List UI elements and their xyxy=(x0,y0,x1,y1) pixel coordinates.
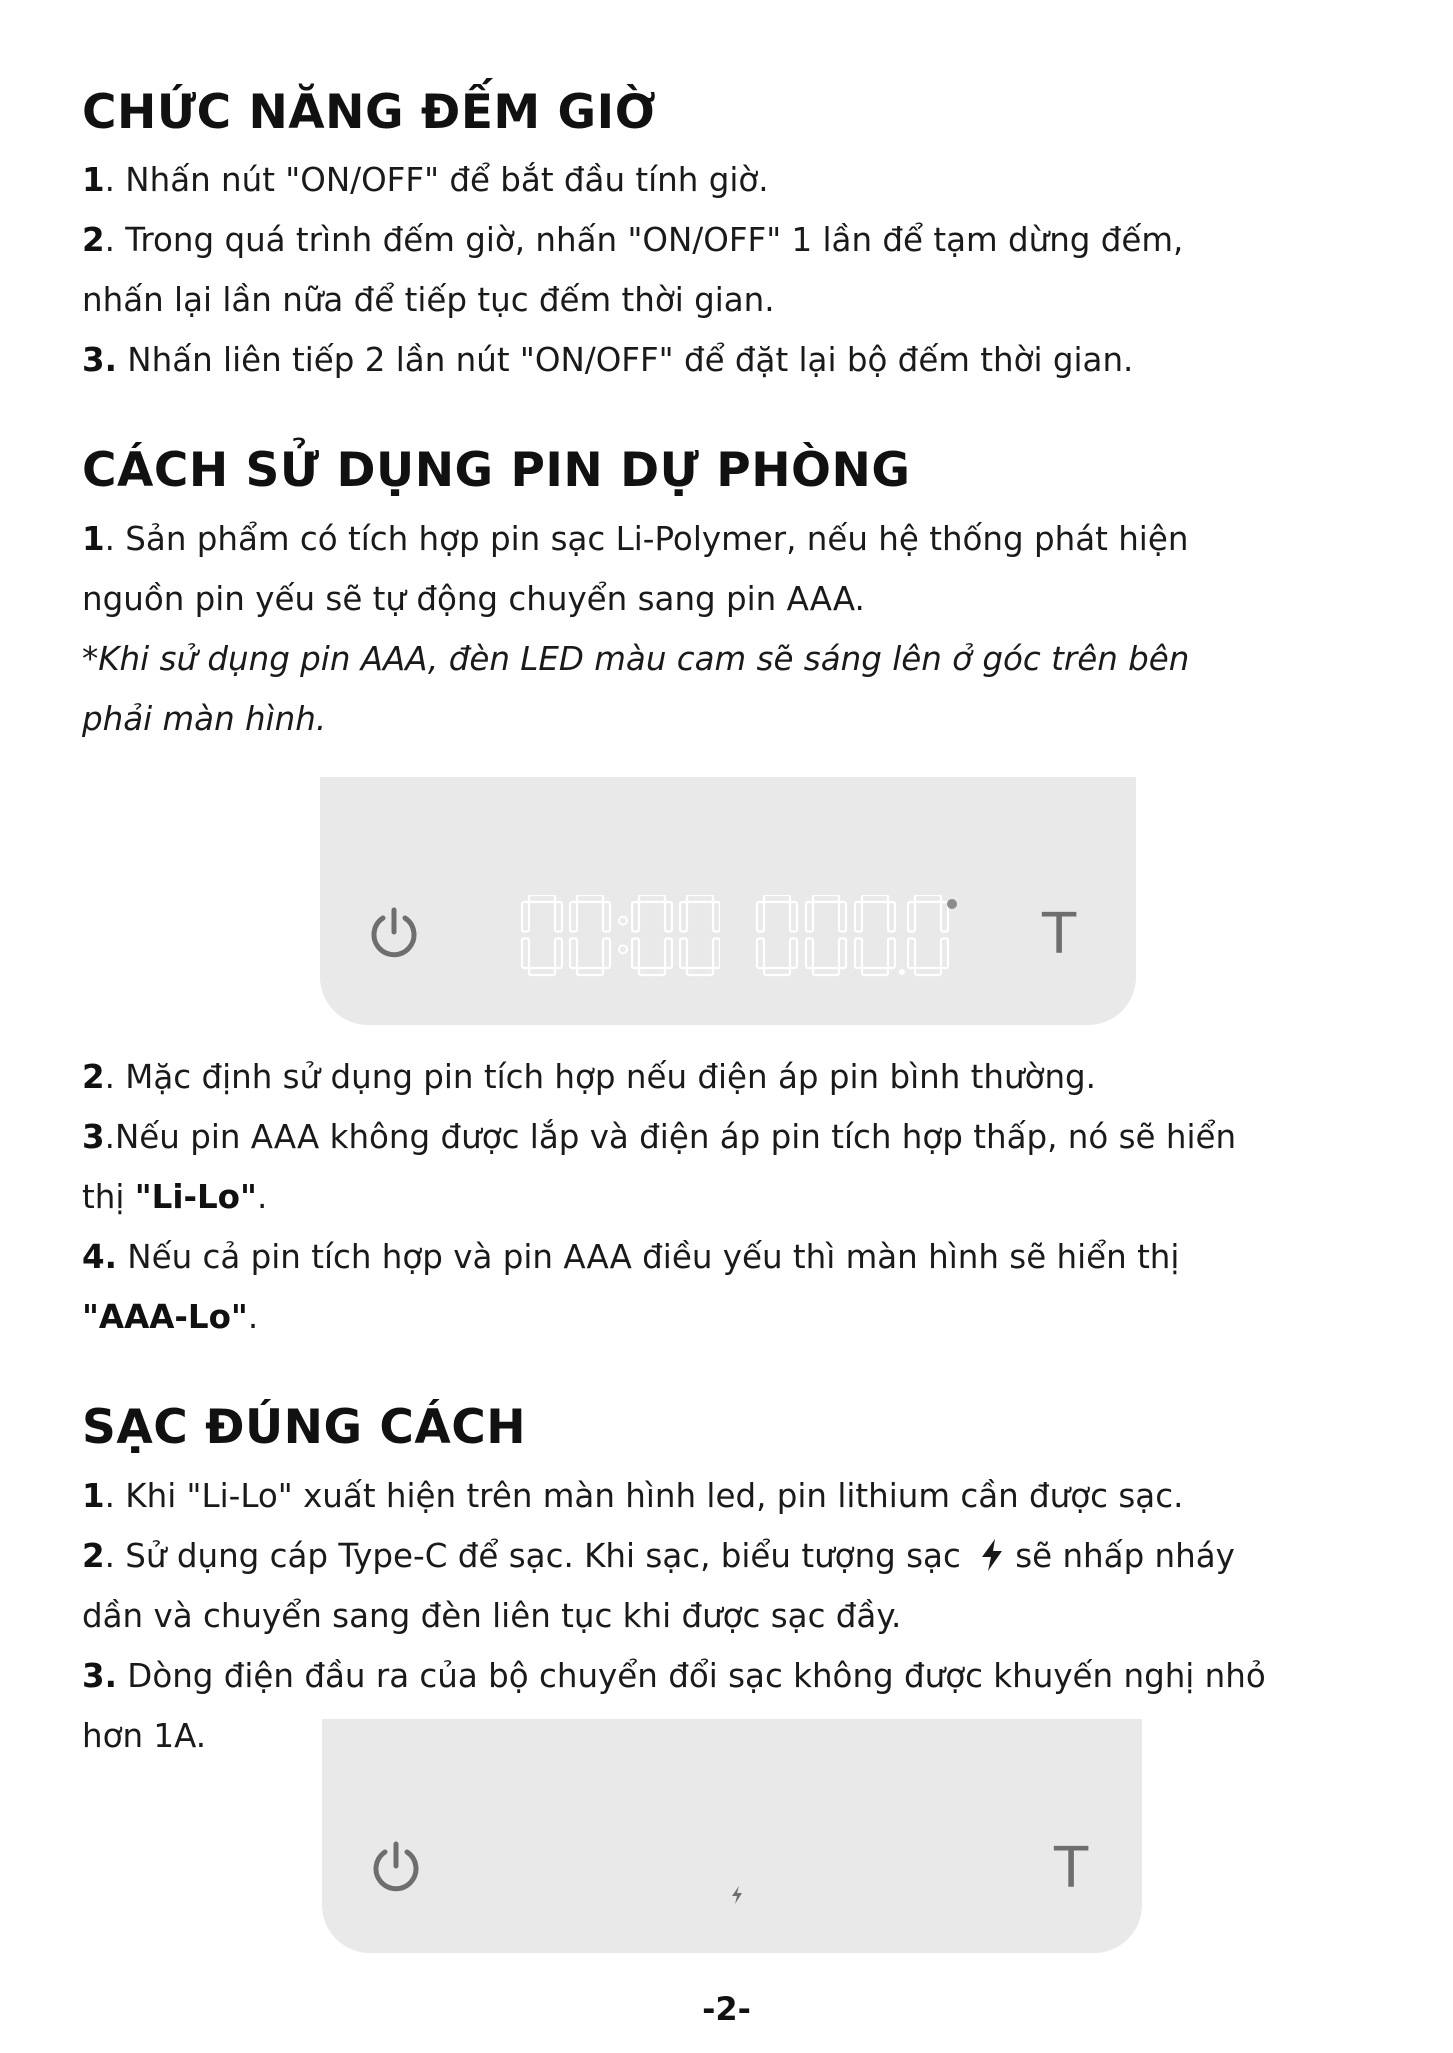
scale-display-panel xyxy=(320,777,1136,1025)
digit-0 xyxy=(757,895,797,975)
battery-step-4-cont: "AAA-Lo". xyxy=(82,1298,259,1336)
colon-dot xyxy=(619,917,627,925)
power-icon[interactable] xyxy=(366,904,422,960)
section-title-charging: SẠC ĐÚNG CÁCH xyxy=(82,1400,527,1455)
digit-0 xyxy=(522,895,562,975)
timer-step-3: 3. Nhấn liên tiếp 2 lần nút "ON/OFF" để đặt lại bộ đếm thời gian. xyxy=(82,341,1134,379)
charging-display-panel xyxy=(322,1719,1142,1953)
lightning-icon xyxy=(979,1538,1005,1572)
battery-step-3-cont: thị "Li-Lo". xyxy=(82,1178,268,1216)
digit-0 xyxy=(806,895,846,975)
digit-0 xyxy=(855,895,895,975)
lightning-icon xyxy=(730,1885,744,1905)
colon-dot xyxy=(619,945,627,953)
timer-step-1: 1. Nhấn nút "ON/OFF" để bắt đầu tính giờ. xyxy=(82,161,769,199)
battery-step-1-cont: nguồn pin yếu sẽ tự động chuyển sang pin AAA. xyxy=(82,580,865,618)
weight-display xyxy=(755,895,975,981)
digit-0 xyxy=(680,895,720,975)
battery-step-2: 2. Mặc định sử dụng pin tích hợp nếu điện áp pin bình thường. xyxy=(82,1058,1097,1096)
led-indicator xyxy=(947,899,957,909)
digit-0 xyxy=(908,895,948,975)
section-title-backup-battery: CÁCH SỬ DỤNG PIN DỰ PHÒNG xyxy=(82,443,911,498)
weight-digits-text xyxy=(320,777,321,778)
battery-note-1: *Khi sử dụng pin AAA, đèn LED màu cam sẽ sáng lên ở góc trên bên xyxy=(82,640,1190,678)
charging-step-2: 2. Sử dụng cáp Type-C để sạc. Khi sạc, biểu tượng sạc sẽ nhấp nháy xyxy=(82,1537,1235,1575)
charging-step-1: 1. Khi "Li-Lo" xuất hiện trên màn hình led, pin lithium cần được sạc. xyxy=(82,1477,1184,1515)
digit-0 xyxy=(632,895,672,975)
battery-note-2: phải màn hình. xyxy=(82,700,327,738)
section-title-timer: CHỨC NĂNG ĐẾM GIỜ xyxy=(82,85,657,140)
decimal-dot xyxy=(899,969,905,975)
power-icon[interactable] xyxy=(368,1838,424,1894)
charging-step-2-cont: dần và chuyển sang đèn liên tục khi được sạc đầy. xyxy=(82,1597,902,1635)
charging-step-3: 3. Dòng điện đầu ra của bộ chuyển đổi sạc không được khuyến nghị nhỏ xyxy=(82,1657,1266,1695)
charging-step-3-cont: hơn 1A. xyxy=(82,1717,207,1755)
digit-0 xyxy=(570,895,610,975)
timer-display xyxy=(520,895,720,981)
timer-step-2-cont: nhấn lại lần nữa để tiếp tục đếm thời gian. xyxy=(82,281,775,319)
page-number: -2- xyxy=(702,1990,751,2028)
battery-step-3: 3.Nếu pin AAA không được lắp và điện áp pin tích hợp thấp, nó sẽ hiển xyxy=(82,1118,1237,1156)
tare-button[interactable]: T xyxy=(1054,1836,1089,1901)
battery-step-1: 1. Sản phẩm có tích hợp pin sạc Li-Polymer, nếu hệ thống phát hiện xyxy=(82,520,1189,558)
battery-step-4: 4. Nếu cả pin tích hợp và pin AAA điều yếu thì màn hình sẽ hiển thị xyxy=(82,1238,1180,1276)
tare-button[interactable]: T xyxy=(1042,902,1077,967)
timer-step-2: 2. Trong quá trình đếm giờ, nhấn "ON/OFF" 1 lần để tạm dừng đếm, xyxy=(82,221,1184,259)
